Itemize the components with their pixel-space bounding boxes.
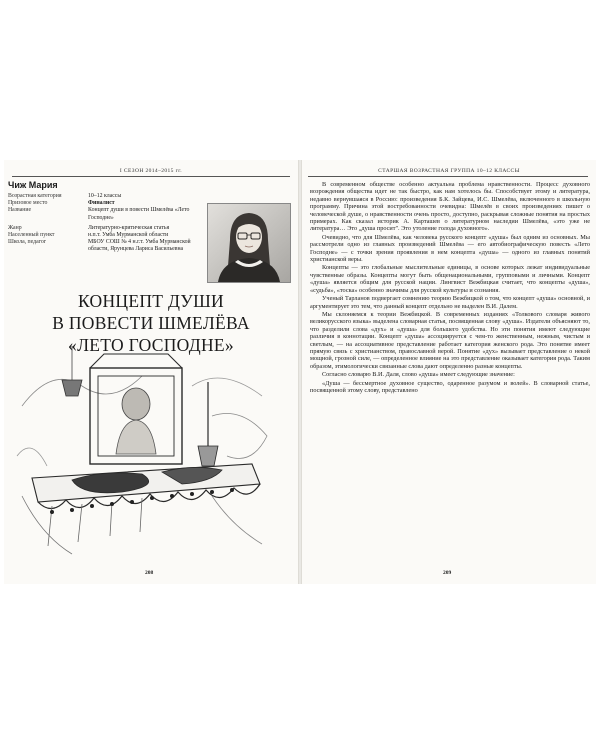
title-line: В ПОВЕСТИ ШМЕЛЁВА bbox=[52, 313, 250, 333]
info-row bbox=[8, 200, 204, 207]
info-value: Литературно-критическая статья bbox=[88, 224, 170, 231]
page-number: 208 bbox=[145, 570, 154, 576]
info-value: МБОУ СОШ № 4 н.г.т. Умба Мурманской области, Ярунцева Лариса Васильевна bbox=[88, 239, 191, 253]
running-head: СТАРШАЯ ВОЗРАСТНАЯ ГРУППА 10–12 КЛАССЫ bbox=[378, 168, 520, 174]
article-body bbox=[310, 181, 590, 394]
info-row bbox=[8, 193, 204, 200]
paragraph: В современном обществе особенно актуальна проблема нравственности. Процесс духовного возрождения общества идет не так быстро, как нам хотелось бы. Способствует этому и литература, недавно вернувшаяся в Россию: произведения Б.К. Зайцева, И.С. Шмелёва, включенного в школьную программу. Причина этой востребованности очевидна: Шмелёв в своих произведениях пишет о человеческой душе, о нравственности очень просто, доступно, раскрывая сложные понятия на простых примерах. Как сказал историк А. Карташев о литературном наследии Шмелёва, «это уже не литература… Это „душа просит". Это утоление голода духовного». bbox=[310, 181, 590, 233]
title-line: КОНЦЕПТ ДУШИ bbox=[78, 291, 224, 311]
info-key: Школа, педагог bbox=[8, 239, 47, 246]
title-line: «ЛЕТО ГОСПОДНЕ» bbox=[68, 335, 234, 355]
info-value: 10–12 классы bbox=[88, 193, 122, 199]
left-page bbox=[4, 160, 298, 584]
author-photo bbox=[207, 203, 291, 283]
paragraph: Ученый Тарланов подвергает сомнению теорию Вежбицкой о том, что концепт «душа» основной, и аргументирует это тем, что данный концепт отдельно не выделен В.И. Далем. bbox=[310, 295, 590, 310]
info-row bbox=[8, 207, 204, 221]
paragraph: Мы склоняемся к теории Вежбицкой. В современных изданиях «Толкового словаря живого великорусского языка» выделена словарная статья, посвященная слову «душа». Издатели объясняют то, что разделили слова «дух» и «душа» для большего удобства. Но эти понятия имеют следующие различия в коннотации. Концепт «душа» ассоциируется с чем-то женственным, нежным, чистым и светлым, — на ассоциативное представление работает категория женского рода. Это понятие имеет прямую связь с христианством, православной верой. Понятие «дух» вызывает представление о некой мощной, грозной силе, — определенное влияние на это представление оказывает категория рода. Таким образом, этимологически связанные слова дают определенно разные концепты. bbox=[310, 310, 590, 370]
info-block bbox=[8, 193, 204, 254]
info-value: Финалист bbox=[88, 200, 115, 207]
info-key: Название bbox=[8, 207, 32, 214]
info-key: Жанр bbox=[8, 224, 22, 231]
info-key: Призовое место bbox=[8, 200, 48, 207]
page-number: 209 bbox=[443, 570, 452, 576]
paragraph: Согласно словарю В.И. Даля, слово «душа» имеет следующие значение: bbox=[322, 371, 515, 379]
icon-corner-illustration bbox=[12, 346, 277, 560]
book-spread bbox=[4, 160, 596, 584]
info-key: Возрастная категория bbox=[8, 193, 62, 199]
header-rule bbox=[12, 176, 290, 177]
info-value: Концепт души в повести Шмелёва «Лето Господне» bbox=[88, 207, 190, 221]
running-head: I СЕЗОН 2014–2015 гг. bbox=[119, 168, 183, 174]
paragraph: Очевидно, что для Шмелёва, как человека русского концепт «душа» был одним из основных. Мы рассмотрели одно из главных произведений Шмелёва — его автобиографическую повесть «Лето Господне» — с точки зрения проявления в нем концепта «душа» — одного из главных понятий христианской веры. bbox=[310, 233, 590, 264]
info-row bbox=[8, 225, 204, 232]
info-row bbox=[8, 239, 204, 253]
header-rule bbox=[308, 176, 588, 177]
right-page bbox=[302, 160, 596, 584]
info-value: н.п.т. Умба Мурманской области bbox=[88, 232, 169, 239]
paragraph: «Душа — бессмертное духовное существо, одаренное разумом и волей». В словарной статье, посвященной этому слову, представлено bbox=[310, 379, 590, 394]
paragraph: Концепты — это глобальные мыслительные единицы, в основе которых лежат индивидуальные чувственные образы. Концепты могут быть общенациональными, групповыми и личными. Концепт «душа» является общим для русской нации. Лингвист Вежбицкая считает, что концепты «душа», «судьба», «тоска» особенно значимы для русской культуры и сознания. bbox=[310, 264, 590, 294]
info-key: Населенный пункт bbox=[8, 232, 55, 239]
author-name: Чиж Мария bbox=[8, 180, 58, 190]
